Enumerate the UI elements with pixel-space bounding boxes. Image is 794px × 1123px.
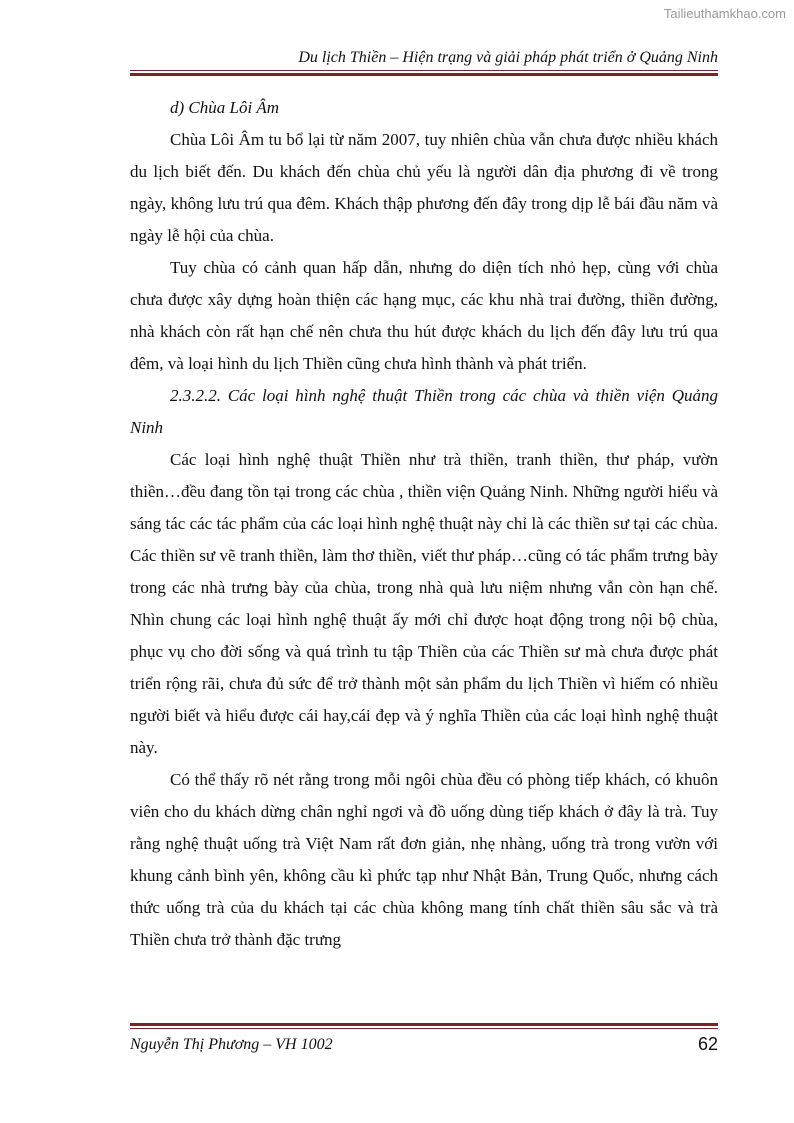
subheading-chua-loi-am: d) Chùa Lôi Âm: [170, 98, 280, 117]
section-heading: 2.3.2.2. Các loại hình nghệ thuật Thiền trong các chùa và thiền viện Quảng Ninh: [130, 386, 718, 437]
page-number: 62: [697, 1034, 718, 1054]
paragraph: Có thể thấy rõ nét rằng trong mỗi ngôi chùa đều có phòng tiếp khách, có khuôn viên cho du khách dừng chân nghỉ ngơi và đồ uống dùng tiếp khách ở đây là trà. Tuy rằng nghệ thuật uống trà Việt Nam rất đơn giản, nhẹ nhàng, uống trà trong vườn với khung cảnh bình yên, không cầu kì phức tạp như Nhật Bản, Trung Quốc, nhưng cách thức uống trà của du khách tại các chùa không mang tính chất thiền sâu sắc và trà Thiền chưa trở thành đặc trưng: [130, 770, 718, 949]
footer-author: Nguyễn Thị Phương – VH 1002: [130, 1036, 333, 1053]
paragraph: Các loại hình nghệ thuật Thiền như trà thiền, tranh thiền, thư pháp, vườn thiền…đều đang tồn tại trong các chùa , thiền viện Quảng Ninh. Những người hiểu và sáng tác các tác phẩm của các loại hình nghệ thuật này chỉ là các thiền sư tại các chùa. Các thiền sư vẽ tranh thiền, làm thơ thiền, viết thư pháp…cũng có tác phẩm trưng bày trong các nhà trưng bày của chùa, trong nhà quà lưu niệm nhưng vẫn còn hạn chế. Nhìn chung các loại hình nghệ thuật ấy mới chỉ được hoạt động trong nội bộ chùa, phục vụ cho đời sống và quá trình tu tập Thiền của các Thiền sư mà chưa được phát triển rộng rãi, chưa đủ sức để trở thành một sản phẩm du lịch Thiền vì hiếm có nhiều người biết và hiểu được cái hay,cái đẹp và ý nghĩa Thiền của các loại hình nghệ thuật này.: [130, 450, 718, 757]
footer-rule-thin: [130, 1028, 718, 1029]
header-rule-thin: [130, 70, 718, 71]
page-body: [130, 92, 718, 956]
paragraph: Tuy chùa có cảnh quan hấp dẫn, nhưng do diện tích nhỏ hẹp, cùng với chùa chưa được xây dựng hoàn thiện các hạng mục, các khu nhà trai đường, thiền đường, nhà khách còn rất hạn chế nên chưa thu hút được khách du lịch đến đây lưu trú qua đêm, và loại hình du lịch Thiền cũng chưa hình thành và phát triển.: [130, 258, 718, 373]
paragraph: Chùa Lôi Âm tu bổ lại từ năm 2007, tuy nhiên chùa vẫn chưa được nhiều khách du lịch biết đến. Du khách đến chùa chủ yếu là người dân địa phương đi về trong ngày, không lưu trú qua đêm. Khách thập phương đến đây trong dịp lễ bái đầu năm và ngày lễ hội của chùa.: [130, 130, 718, 245]
watermark: Tailieuthamkhao.com: [663, 6, 786, 21]
header-rule-thick: [130, 73, 718, 76]
footer-rule-thick: [130, 1023, 718, 1026]
running-header-title: Du lịch Thiền – Hiện trạng và giải pháp phát triển ở Quảng Ninh: [298, 49, 718, 66]
